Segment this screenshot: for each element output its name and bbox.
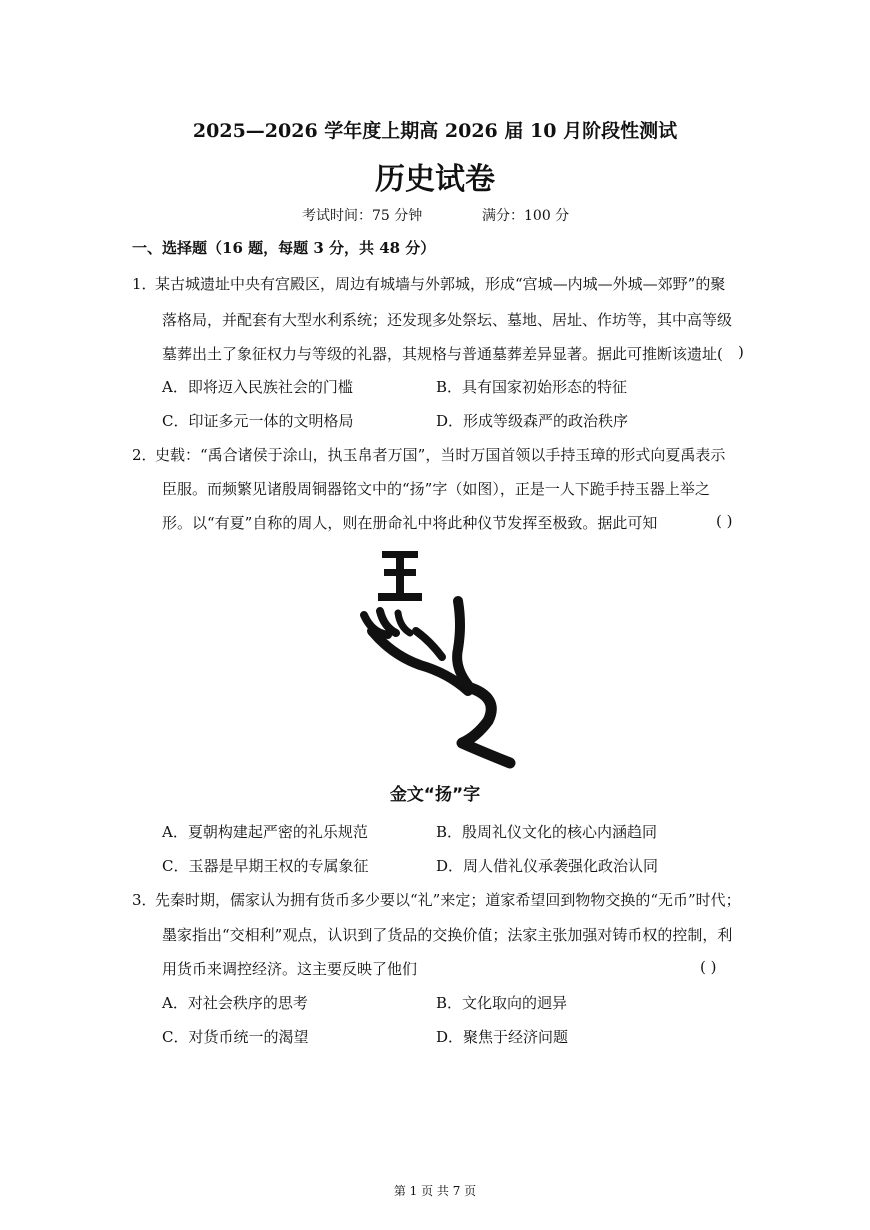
section-heading: 一、选择题（16 题，每题 3 分，共 48 分） — [132, 239, 436, 257]
option-d[interactable]: D．聚焦于经济问题 — [436, 1028, 569, 1046]
option-b[interactable]: B．殷周礼仪文化的核心内涵趋同 — [436, 823, 658, 841]
question-number: 3． — [132, 891, 157, 909]
option-d[interactable]: D．形成等级森严的政治秩序 — [436, 412, 629, 430]
option-c[interactable]: C．对货币统一的渴望 — [162, 1028, 309, 1046]
question-text: 先秦时期，儒家认为拥有货币多少要以“礼”来定；道家希望回到物物交换的“无币”时代； — [155, 891, 741, 909]
option-c[interactable]: C．印证多元一体的文明格局 — [162, 412, 354, 430]
question-text: 形。以“有夏”自称的周人，则在册命礼中将此种仪节发挥至极致。据此可知 — [162, 514, 658, 532]
answer-paren: ( ) — [700, 958, 717, 976]
question-text: 落格局，并配套有大型水利系统；还发现多处祭坛、墓地、居址、作坊等，其中高等级 — [162, 311, 733, 329]
answer-paren: ) — [738, 343, 744, 361]
option-a[interactable]: A．夏朝构建起严密的礼乐规范 — [162, 823, 368, 841]
question-number: 1． — [132, 275, 157, 293]
question-text: 墓葬出土了象征权力与等级的礼器，其规格与普通墓葬差异显著。据此可推断该遗址( — [162, 345, 723, 363]
option-a[interactable]: A．对社会秩序的思考 — [162, 994, 308, 1012]
exam-time: 考试时间：75 分钟 — [302, 208, 423, 224]
option-d[interactable]: D．周人借礼仪承袭强化政治认同 — [436, 857, 659, 875]
subject-title: 历史试卷 — [375, 162, 495, 197]
option-c[interactable]: C．玉器是早期王权的专属象征 — [162, 857, 369, 875]
option-b[interactable]: B．具有国家初始形态的特征 — [436, 378, 628, 396]
bronze-inscription-yang-figure — [350, 545, 520, 770]
full-score: 满分：100 分 — [482, 208, 570, 224]
question-text: 用货币来调控经济。这主要反映了他们 — [162, 960, 418, 978]
option-a[interactable]: A．即将迈入民族社会的门槛 — [162, 378, 353, 396]
exam-title: 2025—2026 学年度上期高 2026 届 10 月阶段性测试 — [192, 120, 678, 142]
answer-paren: ( ) — [716, 512, 733, 530]
question-number: 2． — [132, 446, 157, 464]
question-text: 墨家指出“交相利”观点，认识到了货品的交换价值；法家主张加强对铸币权的控制，利 — [162, 926, 733, 944]
page-footer: 第 1 页 共 7 页 — [393, 1184, 477, 1198]
option-b[interactable]: B．文化取向的迥异 — [436, 994, 568, 1012]
question-text: 史载：“禹合诸侯于涂山，执玉帛者万国”，当时万国首领以手持玉璋的形式向夏禹表示 — [155, 446, 726, 464]
figure-caption: 金文“扬”字 — [389, 785, 481, 805]
question-text: 某古城遗址中央有宫殿区，周边有城墙与外郭城，形成“宫城—内城—外城—郊野”的聚 — [155, 275, 726, 293]
question-text: 臣服。而频繁见诸殷周铜器铭文中的“扬”字（如图），正是一人下跪手持玉器上举之 — [162, 480, 710, 498]
